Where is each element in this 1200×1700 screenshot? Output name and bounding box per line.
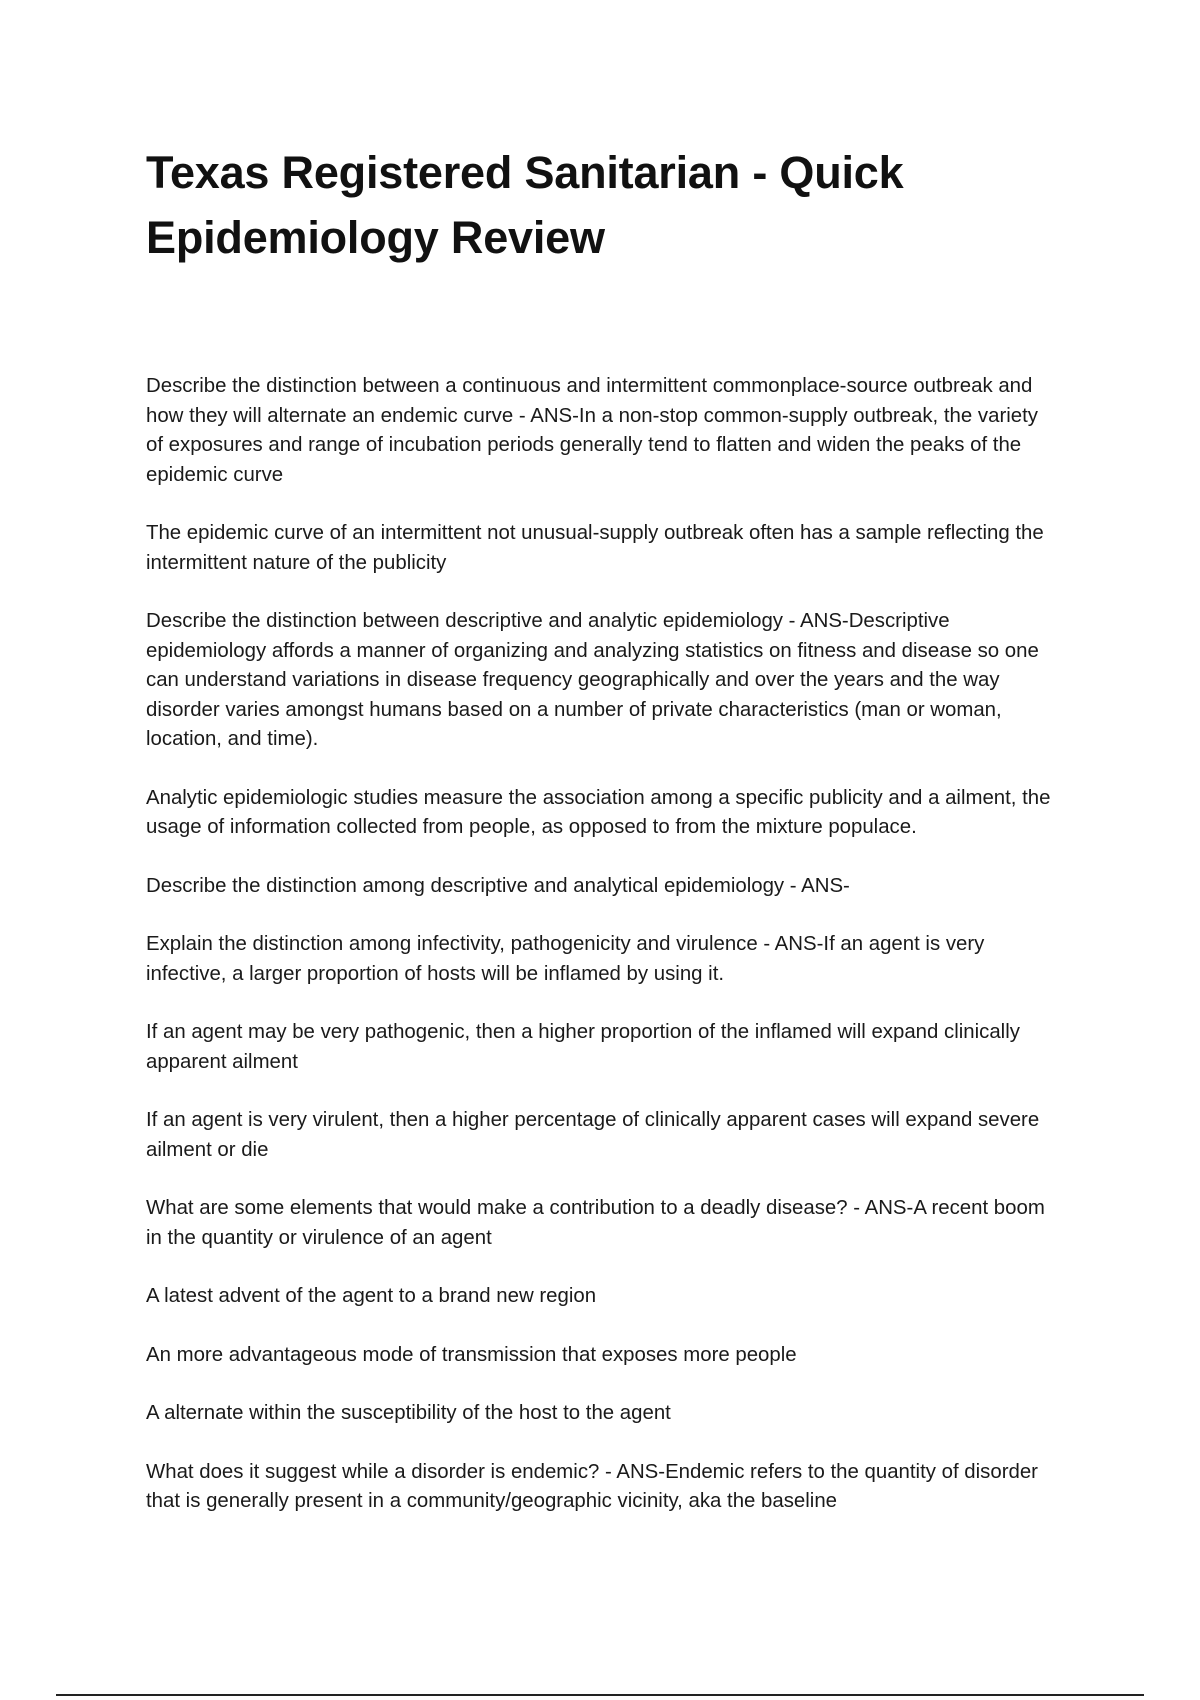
paragraph: A alternate within the susceptibility of the host to the agent <box>146 1402 671 1424</box>
footer-divider <box>56 1694 1144 1696</box>
paragraph: What are some elements that would make a contribution to a deadly disease? - ANS-A recent boom in the quantity or virulence of an agent <box>146 1197 1045 1249</box>
paragraph: Describe the distinction between descriptive and analytic epidemiology - ANS-Descriptive epidemiology affords a manner of organizing and analyzing statistics on fitness and disease so one can understand variations in disease frequency geographically and over the years and the way disorder varies amongst humans based on a number of private characteristics (man or woman, location, and time). <box>146 610 1039 750</box>
paragraph: Analytic epidemiologic studies measure the association among a specific publicity and a ailment, the usage of information collected from people, as opposed to from the mixture populace. <box>146 786 1051 838</box>
paragraph: An more advantageous mode of transmission that exposes more people <box>146 1343 797 1366</box>
paragraph: Describe the distinction among descriptive and analytical epidemiology - ANS- <box>146 874 850 897</box>
document-title: Texas Registered Sanitarian - Quick Epidemiology Review <box>146 147 904 263</box>
paragraph: What does it suggest while a disorder is endemic? - ANS-Endemic refers to the quantity of disorder that is generally present in a community/geographic vicinity, aka the baseline <box>146 1460 1038 1512</box>
paragraph: The epidemic curve of an intermittent not unusual-supply outbreak often has a sample reflecting the intermittent nature of the publicity <box>146 522 1044 574</box>
paragraph: If an agent may be very pathogenic, then a higher proportion of the inflamed will expand clinically apparent ailment <box>146 1021 1020 1073</box>
paragraph: A latest advent of the agent to a brand new region <box>146 1285 597 1307</box>
paragraph: Explain the distinction among infectivity, pathogenicity and virulence - ANS-If an agent is very infective, a larger proportion of hosts will be inflamed by using it. <box>146 933 985 985</box>
document-body <box>146 372 1058 1546</box>
paragraph: Describe the distinction between a continuous and intermittent commonplace-source outbreak and how they will alternate an endemic curve - ANS-In a non-stop common-supply outbreak, the variety of exposures and range of incubation periods generally tend to flatten and widen the peaks of the epidemic curve <box>146 375 1038 486</box>
paragraph: If an agent is very virulent, then a higher percentage of clinically apparent cases will expand severe ailment or die <box>146 1109 1040 1161</box>
